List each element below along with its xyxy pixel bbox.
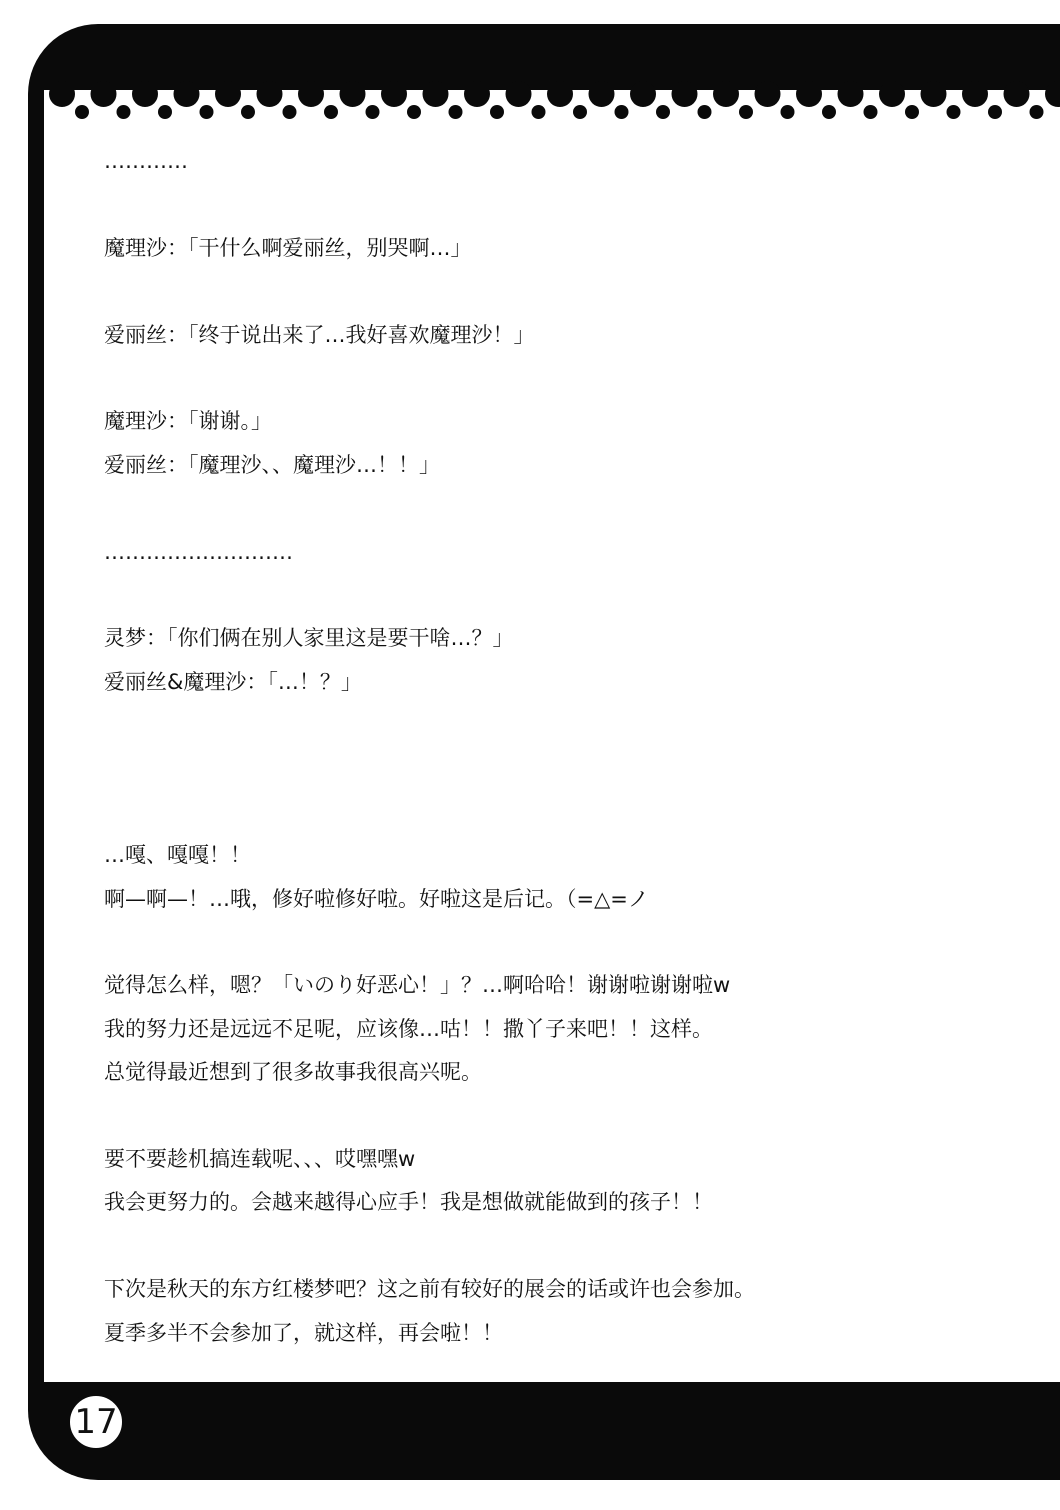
text-line bbox=[104, 357, 1004, 400]
text-line bbox=[104, 487, 1004, 530]
border-dot bbox=[672, 81, 698, 107]
text-line bbox=[104, 574, 1004, 617]
border-dot bbox=[366, 105, 380, 119]
border-dot bbox=[781, 105, 795, 119]
text-line: 总觉得最近想到了很多故事我很高兴呢。 bbox=[104, 1060, 482, 1085]
border-dot bbox=[132, 81, 158, 107]
border-dot bbox=[739, 105, 753, 119]
text-line: 魔理沙：「谢谢。」 bbox=[104, 409, 272, 434]
border-dot bbox=[962, 81, 988, 107]
border-dot bbox=[532, 105, 546, 119]
border-dot bbox=[257, 81, 283, 107]
border-dot bbox=[755, 81, 781, 107]
text-line: 爱丽丝：「魔理沙、、魔理沙…！！」 bbox=[104, 452, 440, 477]
border-dot bbox=[464, 81, 490, 107]
text-line bbox=[104, 704, 1004, 747]
border-dot bbox=[615, 105, 629, 119]
border-dot bbox=[589, 81, 615, 107]
text-line: 爱丽丝&魔理沙：「…！？」 bbox=[104, 669, 362, 694]
border-dot bbox=[174, 81, 200, 107]
text-line bbox=[104, 1095, 1004, 1138]
text-line: 下次是秋天的东方红楼梦吧？这之前有较好的展会的话或许也会参加。 bbox=[104, 1277, 755, 1302]
border-dot bbox=[283, 105, 297, 119]
scalloped-dot-border bbox=[0, 60, 1060, 130]
border-dot bbox=[423, 81, 449, 107]
border-dot bbox=[449, 105, 463, 119]
text-line bbox=[104, 183, 1004, 226]
text-line: 我会更努力的。会越来越得心应手！我是想做就能做到的孩子！！ bbox=[104, 1190, 713, 1215]
page-number: 17 bbox=[66, 1392, 126, 1452]
border-dot bbox=[573, 105, 587, 119]
border-dot bbox=[947, 105, 961, 119]
border-dot bbox=[215, 81, 241, 107]
border-dot bbox=[630, 81, 656, 107]
border-dot bbox=[656, 105, 670, 119]
border-dot bbox=[158, 105, 172, 119]
border-dot bbox=[921, 81, 947, 107]
border-dot bbox=[879, 81, 905, 107]
text-line: 啊—啊—！…哦，修好啦修好啦。好啦这是后记。（=△=ノ bbox=[104, 886, 649, 911]
text-line bbox=[104, 921, 1004, 964]
border-dot bbox=[864, 105, 878, 119]
border-dot bbox=[698, 105, 712, 119]
border-dot bbox=[117, 105, 131, 119]
border-dot bbox=[796, 81, 822, 107]
text-line: 灵梦：「你们俩在别人家里这是要干啥…？」 bbox=[104, 626, 514, 651]
border-dot bbox=[75, 105, 89, 119]
text-line bbox=[104, 270, 1004, 313]
text-line: 觉得怎么样，嗯？「いのり好恶心！」？…啊哈哈！谢谢啦谢谢啦w bbox=[104, 973, 731, 998]
border-dot bbox=[49, 81, 75, 107]
text-line: ………… bbox=[104, 149, 188, 173]
border-dot bbox=[547, 81, 573, 107]
border-dot bbox=[1030, 105, 1044, 119]
border-dot bbox=[822, 105, 836, 119]
border-dot bbox=[381, 81, 407, 107]
border-dot bbox=[241, 105, 255, 119]
border-dot bbox=[91, 81, 117, 107]
text-line: 我的努力还是远远不足呢，应该像…咕！！撒丫子来吧！！这样。 bbox=[104, 1016, 713, 1041]
footer-stripes bbox=[44, 1382, 1060, 1452]
text-line: 魔理沙：「干什么啊爱丽丝，别哭啊…」 bbox=[104, 235, 472, 260]
border-dot bbox=[340, 81, 366, 107]
border-dot bbox=[1045, 81, 1060, 107]
text-line bbox=[104, 791, 1004, 834]
text-line bbox=[104, 1225, 1004, 1268]
border-dot bbox=[490, 105, 504, 119]
text-line: 要不要趁机搞连载呢、、、哎嘿嘿w bbox=[104, 1146, 416, 1171]
border-dot bbox=[905, 105, 919, 119]
border-dot bbox=[838, 81, 864, 107]
text-line: ……………………… bbox=[104, 539, 293, 564]
border-dot bbox=[713, 81, 739, 107]
afterword-text bbox=[104, 140, 1004, 1355]
text-line: …嘎、嘎嘎！！ bbox=[104, 843, 251, 868]
border-dot bbox=[298, 81, 324, 107]
border-dot bbox=[506, 81, 532, 107]
border-dot bbox=[988, 105, 1002, 119]
border-dot bbox=[200, 105, 214, 119]
text-line bbox=[104, 747, 1004, 790]
text-line: 夏季多半不会参加了，就这样，再会啦！！ bbox=[104, 1320, 503, 1345]
border-dot bbox=[324, 105, 338, 119]
text-line: 爱丽丝：「终于说出来了…我好喜欢魔理沙！」 bbox=[104, 322, 535, 347]
border-dot bbox=[1004, 81, 1030, 107]
border-dot bbox=[407, 105, 421, 119]
